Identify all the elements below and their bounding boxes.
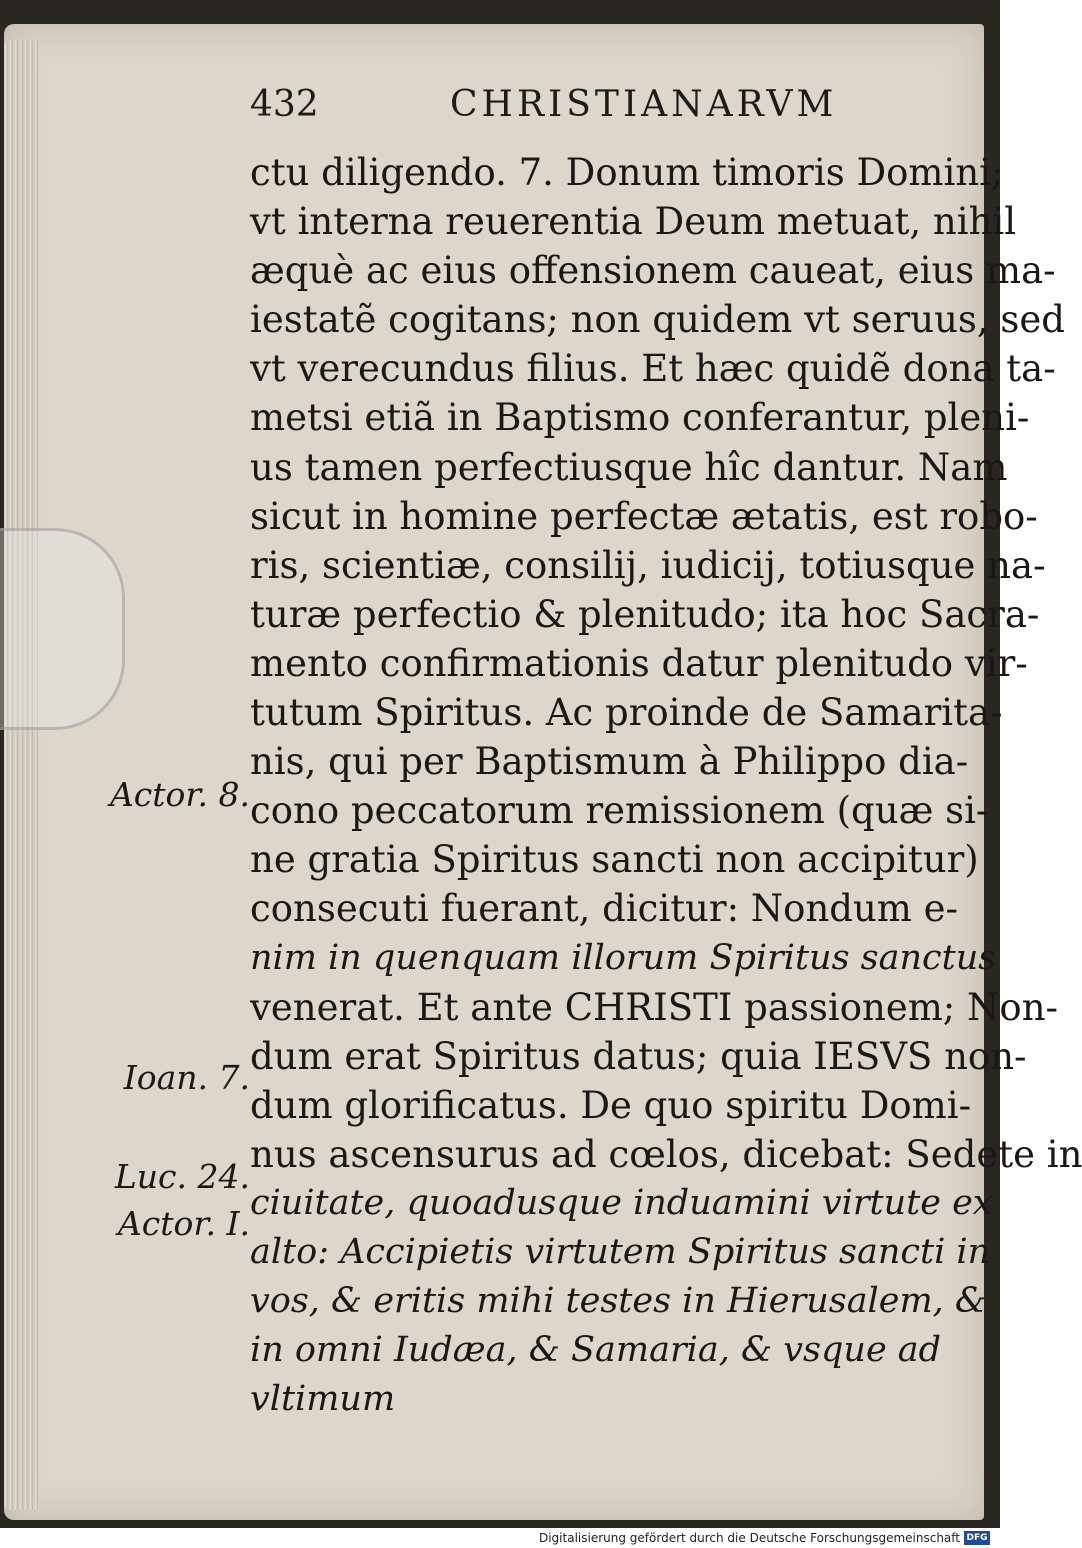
- page-number: 432: [250, 84, 319, 125]
- text-line: vltimum: [250, 1379, 396, 1420]
- text-line: ciuitate, quoadusque induamini virtute ex: [250, 1182, 993, 1223]
- text-line: alto: Accipietis virtutem Spiritus sancti in: [250, 1232, 991, 1273]
- page-clip: [0, 528, 125, 730]
- page-edges: [4, 40, 38, 1510]
- text-line: turæ perfectio & plenitudo; ita hoc Sacra-: [250, 592, 1040, 636]
- text-line: in omni Iudæa, & Samaria, & vsque ad: [250, 1330, 942, 1371]
- margin-note-actor-1: Actor. I.: [117, 1204, 250, 1243]
- text-line: ctu diligendo. 7. Donum timoris Domini;: [250, 151, 1004, 194]
- text-line: nus ascensurus ad cœlos, dicebat: Sedete in: [250, 1132, 1082, 1176]
- text-line: metsi etiã in Baptismo conferantur, pleni-: [250, 396, 1030, 440]
- text-line: iestatẽ cogitans; non quidem vt seruus, sed: [250, 298, 1065, 342]
- text-line: sicut in homine perfectæ ætatis, est robo-: [250, 494, 1038, 538]
- text-line: ris, scientiæ, consilij, iudicij, totiusque na-: [250, 543, 1046, 587]
- text-line: mento confirmationis datur plenitudo vir-: [250, 641, 1028, 685]
- margin-note-luc-24: Luc. 24.: [114, 1157, 250, 1196]
- margin-note-ioan-7: Ioan. 7.: [123, 1058, 250, 1097]
- text-line: ne gratia Spiritus sancti non accipitur): [250, 838, 979, 882]
- running-head: CHRISTIANARVM: [450, 84, 838, 125]
- text-line: æquè ac eius offensionem caueat, eius ma-: [250, 249, 1056, 293]
- text-line: tutum Spiritus. Ac proinde de Samarita-: [250, 691, 1003, 735]
- dfg-logo-icon: DFG: [964, 1531, 990, 1545]
- text-line: us tamen perfectiusque hîc dantur. Nam: [250, 445, 1008, 489]
- text-line: vos, & eritis mihi testes in Hierusalem, &: [250, 1281, 987, 1322]
- text-line: vt interna reuerentia Deum metuat, nihil: [250, 200, 1017, 244]
- text-line: cono peccatorum remissionem (quæ si-: [250, 789, 989, 833]
- page-header: [250, 84, 970, 134]
- text-line: nis, qui per Baptismum à Philippo dia-: [250, 740, 969, 784]
- text-line: vt verecundus filius. Et hæc quidẽ dona ta-: [250, 347, 1056, 391]
- text-line: nim in quenquam illorum Spiritus sanctus: [250, 937, 997, 978]
- text-line: venerat. Et ante CHRISTI passionem; Non-: [250, 985, 1059, 1029]
- text-line: dum erat Spiritus datus; quia IESVS non-: [250, 1034, 1027, 1078]
- footer-credit: Digitalisierung gefördert durch die Deutsche Forschungsgemeinschaft: [538, 1531, 960, 1545]
- text-line: consecuti fuerant, dicitur: Nondum e-: [250, 887, 959, 931]
- margin-note-actor-8: Actor. 8.: [109, 775, 250, 814]
- text-line: dum glorificatus. De quo spiritu Domi-: [250, 1083, 972, 1127]
- body-text: [250, 148, 1082, 1424]
